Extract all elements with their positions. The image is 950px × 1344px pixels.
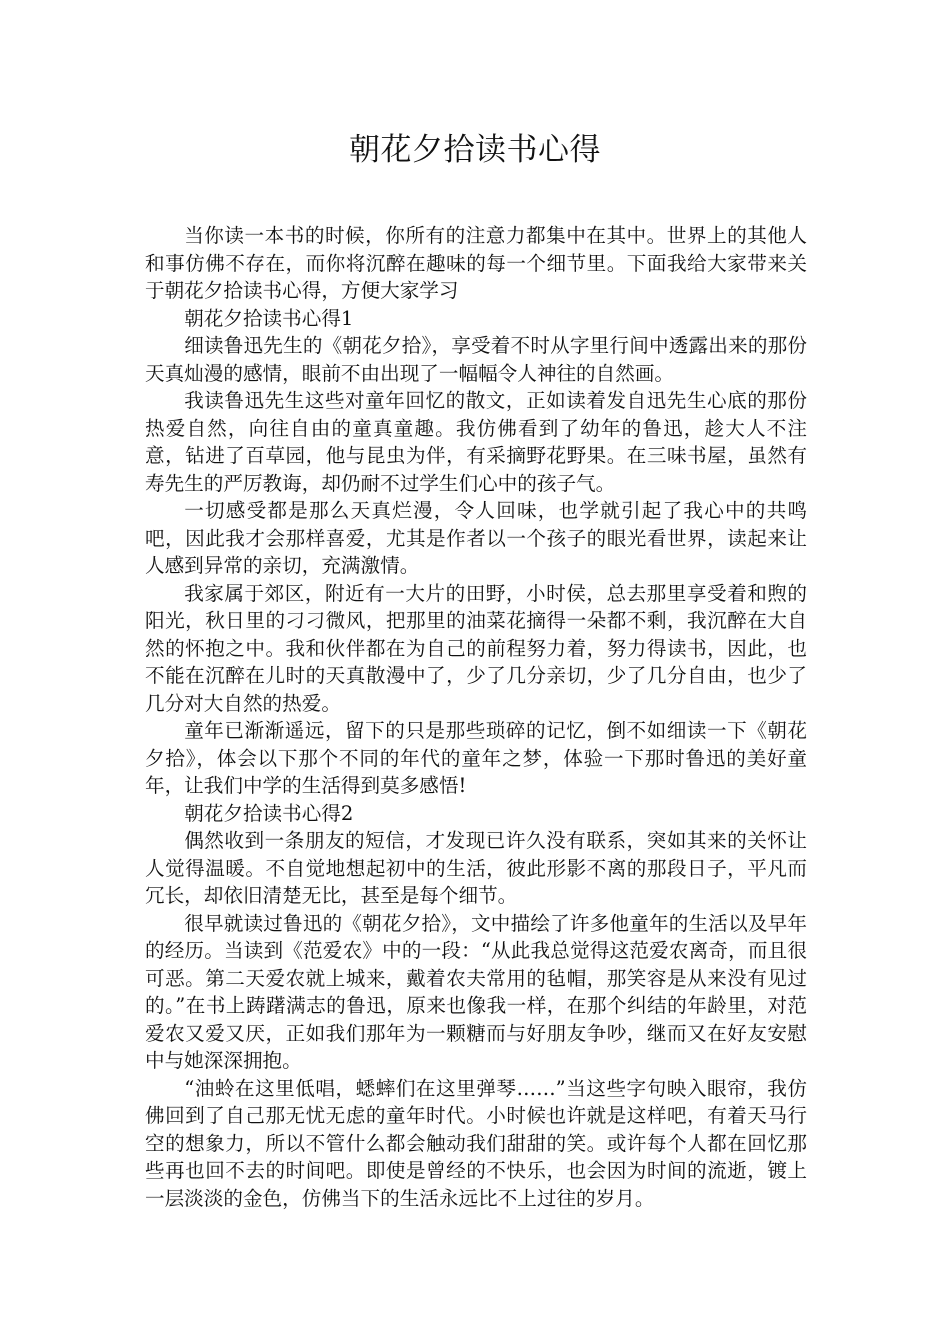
body-paragraph: 我家属于郊区，附近有一大片的田野，小时侯，总去那里享受着和煦的阳光，秋日里的刁刁微风，把那里的油菜花摘得一朵都不剩，我沉醉在大自然的怀抱之中。我和伙伴都在为自己的前程努力着，努力得读书，因此，也不能在沉醉在儿时的天真散漫中了，少了几分亲切，少了几分自由，也少了几分对大自然的热爱。 xyxy=(145,581,807,715)
body-paragraph: 偶然收到一条朋友的短信，才发现已许久没有联系，突如其来的关怀让人觉得温暖。不自觉地想起初中的生活，彼此形影不离的那段日子，平凡而冗长，却依旧清楚无比，甚至是每个细节。 xyxy=(145,829,807,907)
document-title: 朝花夕拾读书心得 xyxy=(349,132,601,168)
body-paragraph: 童年已渐渐遥远，留下的只是那些琐碎的记忆，倒不如细读一下《朝花夕拾》，体会以下那个不同的年代的童年之梦，体验一下那时鲁迅的美好童年，让我们中学的生活得到莫多感悟! xyxy=(145,719,807,797)
section-heading-1: 朝花夕拾读书心得1 xyxy=(184,306,354,330)
section-heading-2: 朝花夕拾读书心得2 xyxy=(184,801,354,825)
body-paragraph: 我读鲁迅先生这些对童年回忆的散文，正如读着发自迅先生心底的那份热爱自然，向往自由的童真童趣。我仿佛看到了幼年的鲁迅，趁大人不注意，钻进了百草园，他与昆虫为伴，有采摘野花野果。在三味书屋，虽然有寿先生的严厉教诲，却仍耐不过学生们心中的孩子气。 xyxy=(145,389,807,495)
intro-paragraph: 当你读一本书的时候，你所有的注意力都集中在其中。世界上的其他人和事仿佛不存在，而你将沉醉在趣味的每一个细节里。下面我给大家带来关于朝花夕拾读书心得，方便大家学习 xyxy=(145,224,807,302)
body-paragraph: 很早就读过鲁迅的《朝花夕拾》，文中描绘了许多他童年的生活以及早年的经历。当读到《范爱农》中的一段：“从此我总觉得这范爱农离奇，而且很可恶。第二天爱农就上城来，戴着农夫常用的毡帽，那笑容是从来没有见过的。”在书上踌躇满志的鲁迅，原来也像我一样，在那个纠结的年龄里，对范爱农又爱又厌，正如我们那年为一颗糖而与好朋友争吵，继而又在好友安慰中与她深深拥抱。 xyxy=(145,911,807,1072)
body-paragraph: “油蛉在这里低唱，蟋蟀们在这里弹琴……”当这些字句映入眼帘，我仿佛回到了自己那无忧无虑的童年时代。小时候也许就是这样吧，有着天马行空的想象力，所以不管什么都会触动我们甜甜的笑。或许每个人都在回忆那些再也回不去的时间吧。即使是曾经的不快乐，也会因为时间的流逝，镀上一层淡淡的金色，仿佛当下的生活永远比不上过往的岁月。 xyxy=(145,1076,807,1210)
document-body xyxy=(145,222,807,1212)
body-paragraph: 一切感受都是那么天真烂漫，令人回味，也学就引起了我心中的共鸣吧，因此我才会那样喜爱，尤其是作者以一个孩子的眼光看世界，读起来让人感到异常的亲切，充满激情。 xyxy=(145,499,807,577)
body-paragraph: 细读鲁迅先生的《朝花夕拾》，享受着不时从字里行间中透露出来的那份天真灿漫的感情，眼前不由出现了一幅幅令人神往的自然画。 xyxy=(145,334,807,385)
